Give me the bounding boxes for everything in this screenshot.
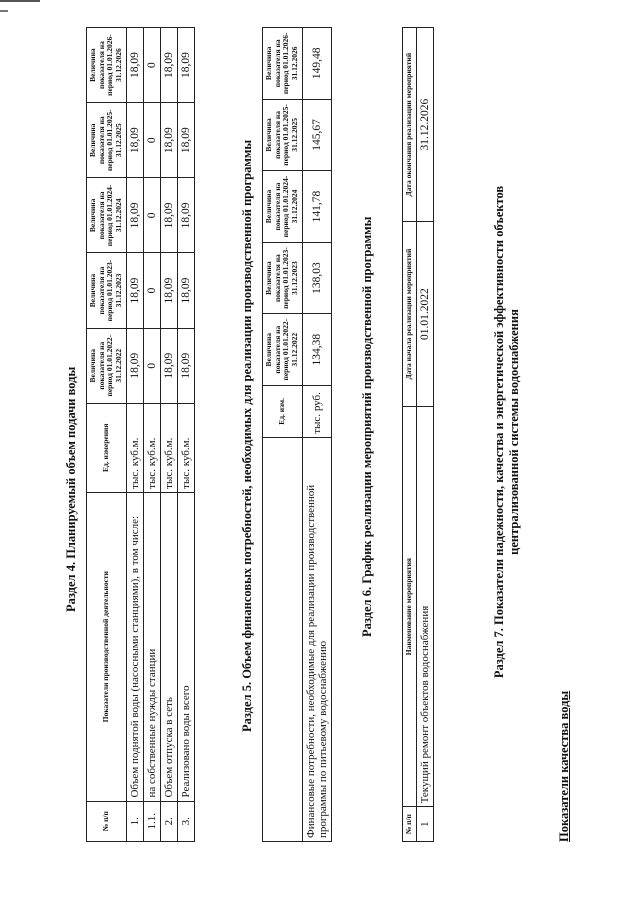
table-row [302, 28, 331, 842]
header-end: Дата окончания реализации мероприятий [403, 28, 417, 222]
table-header-row [87, 28, 127, 842]
scan-edge-mark [0, 0, 40, 2]
header-period-2026: Величина показателя на период 01.01.2026-31.12.2026 [87, 28, 127, 103]
row-num: 2. [160, 801, 177, 841]
row-value: 0 [143, 178, 160, 253]
row-value: 18,09 [160, 178, 177, 253]
section6-table [402, 27, 434, 842]
table-row [416, 28, 433, 842]
header-blank [263, 437, 303, 841]
table-header-row [263, 28, 303, 842]
header-num: № п/п [403, 807, 417, 842]
row-value: 18,09 [177, 28, 194, 103]
row-name: Реализовано воды всего [177, 492, 194, 801]
row-value: 18,09 [177, 253, 194, 328]
row-name: Объем отпуска в сеть [160, 492, 177, 801]
row-value: 0 [143, 253, 160, 328]
header-period-2026: Величина показателя на период 01.01.2026-31.12.2026 [263, 28, 303, 100]
header-period-2025: Величина показателя на период 01.01.2025-31.12.2025 [87, 103, 127, 178]
row-start: 01.01.2022 [416, 222, 433, 406]
row-value: 141,78 [302, 171, 331, 243]
table-row [177, 28, 194, 842]
row-value: 134,38 [302, 314, 331, 386]
row-value: 18,09 [126, 253, 143, 328]
row-value: 149,48 [302, 28, 331, 100]
header-period-2022: Величина показателя на период 01.01.2022-31.12.2022 [263, 314, 303, 386]
header-unit: Ед. измерения [87, 403, 127, 492]
row-num: 1. [126, 801, 143, 841]
row-name: Текущий ремонт объектов водоснабжения [416, 406, 433, 807]
header-period-2025: Величина показателя на период 01.01.2025-31.12.2025 [263, 99, 303, 171]
section5-title: Раздел 5. Объем финансовых потребностей, необходимых для реализации производственной программы [240, 139, 254, 732]
row-value: 18,09 [126, 328, 143, 403]
section4-table [86, 27, 195, 842]
row-name: Объем поднятой воды (насосными станциями), в том числе: [126, 492, 143, 801]
header-period-2024: Величина показателя на период 01.01.2024-31.12.2024 [87, 178, 127, 253]
row-value: 18,09 [160, 103, 177, 178]
header-start: Дата начала реализации мероприятий [403, 222, 417, 406]
header-period-2023: Величина показателя на период 01.01.2023-31.12.2023 [87, 253, 127, 328]
header-unit: Ед. изм. [263, 386, 303, 438]
row-value: 138,03 [302, 242, 331, 314]
header-period-2024: Величина показателя на период 01.01.2024-31.12.2024 [263, 171, 303, 243]
header-period-2023: Величина показателя на период 01.01.2023-31.12.2023 [263, 242, 303, 314]
table-header-row [403, 28, 417, 842]
row-num: 1 [416, 807, 433, 842]
row-unit: тыс. куб.м. [143, 403, 160, 492]
row-value: 18,09 [160, 328, 177, 403]
section4-title: Раздел 4. Планируемый объем подачи воды [64, 366, 78, 612]
rotated-document-page [52, 22, 592, 882]
row-unit: тыс. руб. [302, 386, 331, 438]
row-unit: тыс. куб.м. [126, 403, 143, 492]
table-row [126, 28, 143, 842]
row-value: 18,09 [160, 28, 177, 103]
row-value: 18,09 [126, 28, 143, 103]
section6-title: Раздел 6. График реализации мероприятий производственной программы [360, 216, 374, 637]
row-value: 18,09 [160, 253, 177, 328]
header-num: № п/п [87, 801, 127, 841]
header-indicator: Показатели производственной деятельности [87, 492, 127, 801]
section7-title: Раздел 7. Показатели надежности, качества и энергетической эффективности объектов централизованной системы водоснабжения [492, 185, 521, 679]
header-name: Наименование мероприятия [403, 406, 417, 807]
row-unit: тыс. куб.м. [177, 403, 194, 492]
row-value: 0 [143, 28, 160, 103]
scan-edge-mark-small [0, 10, 8, 12]
row-value: 18,09 [126, 178, 143, 253]
row-value: 0 [143, 328, 160, 403]
table-row [143, 28, 160, 842]
row-value: 18,09 [177, 178, 194, 253]
row-name: на собственные нужды станции [143, 492, 160, 801]
row-value: 18,09 [177, 328, 194, 403]
section5-table [262, 27, 332, 842]
row-value: 18,09 [177, 103, 194, 178]
row-name: Финансовые потребности, необходимые для реализации производственной программы по питьевому водоснабжению [302, 437, 331, 841]
header-period-2022: Величина показателя на период 01.01.2022-31.12.2022 [87, 328, 127, 403]
row-num: 3. [177, 801, 194, 841]
table-row [160, 28, 177, 842]
row-num: 1.1. [143, 801, 160, 841]
row-end: 31.12.2026 [416, 28, 433, 222]
row-value: 0 [143, 103, 160, 178]
row-value: 145,67 [302, 99, 331, 171]
row-value: 18,09 [126, 103, 143, 178]
water-quality-label: Показатели качества воды [557, 690, 571, 842]
row-unit: тыс. куб.м. [160, 403, 177, 492]
